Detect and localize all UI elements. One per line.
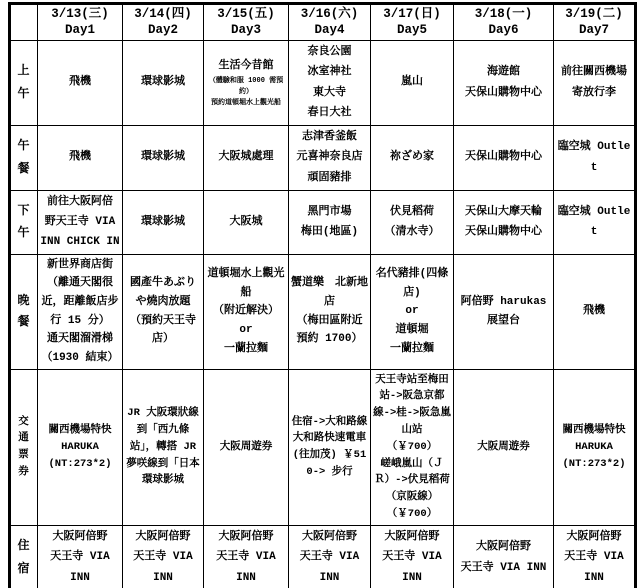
date-label: 3/14(四): [134, 7, 192, 21]
cell-line: 天王寺 VIA: [216, 551, 276, 564]
cell-line: 海遊館: [487, 66, 520, 79]
cell-line: 大阪阿倍野: [52, 531, 108, 544]
day-header-5: [371, 4, 454, 41]
cell-line: 春日大社: [307, 106, 352, 119]
cell-line: 臨空城 Outlet: [557, 141, 631, 174]
itinerary-cell: [371, 254, 454, 369]
cell-line: （梅田區附近 預約 1700）: [296, 314, 363, 346]
table-row-上午: [10, 40, 636, 125]
cell-line: 大阪城: [229, 215, 263, 228]
itinerary-cell: [554, 525, 636, 588]
day-number-label: Day3: [230, 23, 261, 38]
day-number-label: Day6: [488, 23, 519, 38]
itinerary-cell: [289, 525, 371, 588]
itinerary-cell: [554, 369, 636, 525]
cell-line: 頑固豬排: [307, 171, 352, 184]
cell-line: (NT:273*2): [48, 457, 112, 470]
cell-line: INN: [153, 571, 173, 584]
row-label: 晚餐: [10, 254, 38, 369]
day-number-label: Day2: [147, 23, 178, 38]
itinerary-cell: [289, 40, 371, 125]
cell-line: 大阪阿倍野: [218, 531, 274, 544]
cell-line: 大阪阿倍野: [135, 531, 191, 544]
cell-line: 天王寺 VIA: [50, 551, 110, 564]
itinerary-cell: [204, 40, 289, 125]
cell-line: 蟹道樂 北新地店: [291, 277, 368, 308]
cell-line: （附近解決）: [213, 305, 279, 318]
cell-line: 天王寺站至梅田站->阪急京都線->桂->阪急嵐山站: [373, 373, 451, 436]
itinerary-cell: [204, 254, 289, 369]
cell-line: （￥700）: [386, 440, 438, 453]
cell-line: 天王寺 VIA: [564, 551, 624, 564]
cell-line: 大阪阿倍野: [302, 531, 357, 544]
cell-line: 嵐山: [401, 76, 423, 89]
cell-line: or: [405, 305, 419, 318]
itinerary-cell: [123, 254, 204, 369]
day-header-2: [123, 4, 204, 41]
itinerary-cell: [38, 525, 123, 588]
itinerary-cell: [289, 190, 371, 254]
cell-line: 名代豬排(四條店): [375, 267, 449, 299]
itinerary-cell: [38, 369, 123, 525]
itinerary-cell: [204, 190, 289, 254]
itinerary-cell: [289, 369, 371, 525]
table-row-住宿: [10, 525, 636, 588]
itinerary-cell: [371, 190, 454, 254]
table-row-晚餐: [10, 254, 636, 369]
day-header-7: [554, 4, 636, 41]
cell-line: 大阪阿倍野: [476, 541, 531, 554]
cell-note-line: 預約道頓堀水上觀光船: [211, 99, 281, 108]
cell-line: 展望台: [487, 314, 520, 327]
itinerary-cell: [123, 525, 204, 588]
itinerary-cell: [38, 190, 123, 254]
cell-line: 關西機場特快: [48, 423, 112, 436]
cell-line: （1930 結束）: [41, 351, 119, 364]
date-label: 3/13(三): [51, 7, 109, 21]
cell-line: 住宿->大和路線 大和路快速電車(往加茂) ￥510-> 步行: [291, 415, 368, 478]
travel-itinerary-table: [8, 2, 637, 588]
date-label: 3/15(五): [217, 7, 275, 21]
itinerary-cell: [123, 125, 204, 190]
itinerary-cell: [123, 369, 204, 525]
date-label: 3/18(一): [474, 7, 533, 21]
itinerary-cell: [454, 190, 554, 254]
cell-line: (NT:273*2): [562, 457, 626, 470]
itinerary-cell: [38, 125, 123, 190]
cell-line: 飛機: [69, 151, 91, 164]
header-row: [10, 4, 636, 41]
cell-line: 通天閣溜滑梯: [47, 333, 113, 346]
itinerary-cell: [289, 254, 371, 369]
day-number-label: Day7: [578, 23, 609, 38]
cell-line: 黑門市場: [307, 205, 352, 218]
row-label: 午餐: [10, 125, 38, 190]
cell-line: 道頓堀: [395, 323, 429, 336]
cell-line: JR 大阪環狀線到「西九條站」，轉搭 JR 夢咲線到「日本環球影城: [126, 407, 200, 487]
table-row-午餐: [10, 125, 636, 190]
row-label: 下午: [10, 190, 38, 254]
itinerary-cell: [554, 190, 636, 254]
cell-line: 元喜神奈良店: [296, 151, 363, 164]
cell-line: INN: [402, 571, 422, 584]
cell-line: 天王寺 VIA: [382, 551, 442, 564]
cell-line: 關西機場特快: [562, 423, 626, 436]
cell-line: 飛機: [69, 76, 91, 89]
itinerary-cell: [204, 369, 289, 525]
cell-line: （離通天閣很近，距離飯店步行 15 分）: [41, 277, 119, 327]
row-label-line: 票券: [18, 449, 30, 478]
day-number-label: Day5: [396, 23, 427, 38]
cell-line: 東大寺: [313, 86, 346, 99]
cell-line: or: [239, 323, 253, 336]
cell-line: 生活今昔館: [218, 59, 274, 72]
cell-line: 飛機: [583, 305, 605, 318]
table-row-交通票券: [10, 369, 636, 525]
itinerary-cell: [38, 40, 123, 125]
cell-line: 環球影城: [141, 215, 185, 228]
itinerary-cell: [454, 40, 554, 125]
date-label: 3/17(日): [383, 7, 441, 21]
cell-line: 國產牛あぶりや燒肉放題: [130, 277, 196, 308]
cell-line: 一蘭拉麵: [224, 342, 268, 355]
cell-note-line: （體驗和服 1000 需預約）: [208, 76, 284, 97]
cell-line: 天保山購物中心: [465, 151, 542, 164]
row-label-line: 交通: [18, 415, 30, 445]
cell-line: INN: [584, 571, 604, 584]
day-header-3: [204, 4, 289, 41]
date-label: 3/16(六): [300, 7, 359, 21]
cell-line: 天保山大摩天輪: [465, 205, 542, 218]
day-header-1: [38, 4, 123, 41]
itinerary-cell: [204, 125, 289, 190]
cell-line: HARUKA: [575, 440, 613, 453]
cell-line: 一蘭拉麵: [390, 342, 434, 355]
itinerary-cell: [454, 525, 554, 588]
cell-line: 梅田(地區): [300, 226, 359, 239]
corner-cell: [10, 4, 38, 41]
itinerary-cell: [371, 125, 454, 190]
cell-line: 寄放行李: [572, 86, 616, 99]
cell-line: 環球影城: [141, 151, 185, 164]
row-label: 上午: [10, 40, 38, 125]
cell-line: 大阪城處理: [218, 151, 274, 164]
cell-line: 天王寺 VIA: [299, 551, 360, 564]
cell-line: 阿倍野 harukas: [460, 295, 547, 308]
cell-line: 嵯峨嵐山（ＪＲ）->伏見稻荷（京阪線）: [374, 457, 450, 504]
day-header-6: [454, 4, 554, 41]
cell-line: 天王寺 VIA: [133, 551, 193, 564]
cell-line: 臨空城 Outlet: [557, 205, 631, 239]
itinerary-cell: [554, 125, 636, 190]
cell-line: 天王寺 VIA INN: [460, 561, 547, 574]
table-row-下午: [10, 190, 636, 254]
cell-line: 新世界商店街: [47, 258, 113, 271]
cell-line: 志津香釜飯: [302, 130, 357, 143]
itinerary-cell: [454, 369, 554, 525]
cell-line: 大阪阿倍野: [384, 531, 440, 544]
cell-line: 天保山購物中心: [465, 226, 542, 239]
day-header-4: [289, 4, 371, 41]
date-label: 3/19(二): [565, 7, 623, 21]
itinerary-cell: [454, 254, 554, 369]
cell-line: 冰室神社: [307, 66, 352, 79]
cell-line: 道頓堀水上觀光船: [207, 267, 285, 299]
cell-line: INN: [70, 571, 90, 584]
row-label: [10, 369, 38, 525]
day-number-label: Day4: [314, 23, 345, 38]
cell-line: 環球影城: [141, 76, 185, 89]
cell-line: （清水寺）: [384, 226, 440, 239]
itinerary-cell: [371, 40, 454, 125]
cell-line: INN CHICK IN: [40, 236, 120, 249]
itinerary-cell: [454, 125, 554, 190]
itinerary-cell: [554, 40, 636, 125]
itinerary-cell: [371, 525, 454, 588]
day-number-label: Day1: [64, 23, 95, 38]
cell-line: HARUKA: [61, 440, 99, 453]
cell-line: 祢ざめ家: [390, 151, 434, 164]
cell-line: 前往關西機場: [561, 66, 627, 79]
itinerary-cell: [123, 190, 204, 254]
itinerary-cell: [554, 254, 636, 369]
itinerary-cell: [204, 525, 289, 588]
itinerary-cell: [123, 40, 204, 125]
cell-line: （￥700）: [386, 507, 438, 520]
itinerary-cell: [289, 125, 371, 190]
cell-line: 天保山購物中心: [465, 86, 542, 99]
cell-line: （預約天王寺店）: [130, 314, 196, 346]
cell-line: 大阪周遊券: [477, 440, 530, 453]
cell-line: 前往大阪阿倍: [47, 195, 113, 208]
cell-line: 伏見稻荷: [390, 205, 434, 218]
row-label: 住宿: [10, 525, 38, 588]
itinerary-cell: [371, 369, 454, 525]
cell-line: 大阪周遊券: [219, 440, 273, 453]
cell-line: INN: [319, 571, 340, 584]
cell-line: 奈良公園: [307, 45, 352, 58]
itinerary-cell: [38, 254, 123, 369]
cell-line: INN: [236, 571, 256, 584]
cell-line: 大阪阿倍野: [566, 531, 622, 544]
cell-line: 野天王寺 VIA: [44, 215, 116, 228]
